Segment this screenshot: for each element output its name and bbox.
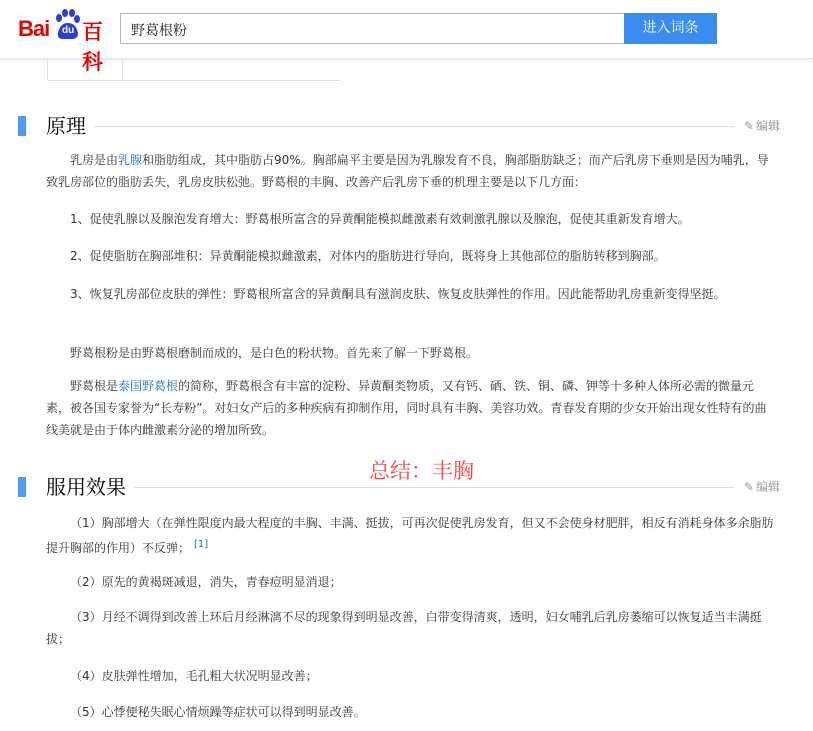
enter-entry-button[interactable]: 进入词条 [624,13,717,44]
paragraph: （4）皮肤弹性增加，毛孔粗大状况明显改善； [70,669,318,683]
section-title: 原理 [46,113,94,139]
link-thai-kudzu[interactable]: 泰国野葛根 [118,379,179,393]
section-title: 服用效果 [46,474,134,500]
top-header [0,0,813,74]
divider [122,58,123,80]
paragraph [46,375,777,441]
paragraph: （5）心悸便秘失眠心情烦躁等症状可以得到明显改善。 [70,705,366,719]
reference-link[interactable]: [1] [194,539,209,550]
text: 和脂肪组成，其中脂肪占90%。胸部扁平主要是因为乳腺发育不良，胸部脂肪缺乏；而产后乳房下垂则是因为哺乳，导致乳房部位的脂肪丢失，乳房皮肤松弛。野葛根的丰胸、改善产后乳房下垂的机理主要是以下几方面： [46,153,769,189]
text: 乳房是由 [70,153,119,167]
logo-baike-text: 百科 [82,21,103,74]
section-divider [46,487,734,488]
paragraph: （2）原先的黄褐斑减退，消失，青春痘明显消退； [70,575,342,589]
paragraph: 野葛根粉是由野葛根磨制而成的，是白色的粉状物。首先来了解一下野葛根。 [70,346,479,360]
section-heading-principle [18,113,780,143]
divider [47,80,341,81]
edit-link[interactable] [744,479,780,495]
summary-annotation: 总结：丰胸 [369,459,474,483]
edit-label: 编辑 [755,119,780,133]
divider [47,58,48,80]
search-input-value: 野葛根粉 [131,23,187,39]
paragraph [46,512,777,559]
logo-bai-text: Bai [18,16,50,41]
text: （1）胸部增大（在弹性限度内最大程度的丰胸、丰满、挺拔，可再次促使乳房发育，但又不会使身材肥胖，相反有消耗身体多余脂肪提升胸部的作用）不反弹； [46,516,774,555]
paragraph: （3）月经不调得到改善上环后月经淋漓不尽的现象得到明显改善，白带变得清爽，透明，妇女哺乳后乳房萎缩可以恢复适当丰满挺拔； [46,610,762,646]
paragraph: 3、恢复乳房部位皮肤的弹性：野葛根所富含的异黄酮具有滋润皮肤、恢复皮肤弹性的作用。因此能帮助乳房重新变得坚挺。 [70,287,726,301]
baidu-baike-logo[interactable] [18,12,118,74]
edit-link[interactable] [744,118,780,134]
paragraph: 2、促使脂肪在胸部堆积：异黄酮能模拟雌激素，对体内的脂肪进行导向，既将身上其他部位的脂肪转移到胸部。 [70,249,666,263]
pencil-icon: ✎ [743,119,754,133]
link-breast-gland[interactable]: 乳腺 [118,153,143,167]
search-input[interactable] [120,13,625,44]
pencil-icon: ✎ [743,480,754,494]
section-bar [18,477,26,497]
section-bar [18,116,26,136]
section-divider [46,126,734,127]
paragraph: 1、促使乳腺以及腺泡发育增大：野葛根所富含的异黄酮能模拟雌激素有效刺激乳腺以及腺泡，促使其重新发育增大。 [70,212,690,226]
logo-du-text: du [62,25,75,36]
edit-label: 编辑 [755,480,780,494]
text: 野葛根是 [70,379,119,393]
text: 的简称，野葛根含有丰富的淀粉、异黄酮类物质，又有钙、硒、铁、铜、磷、钾等十多种人体所必需的微量元素，被各国专家誉为“长寿粉”。对妇女产后的多种疾病有抑制作用，同时具有丰胸、美容功效。青春发育期的少女开始出现女性特有的曲线美就是由于体内雌激素分泌的增加所致。 [46,379,767,437]
paragraph [46,149,777,193]
section-heading-effects [18,474,780,504]
